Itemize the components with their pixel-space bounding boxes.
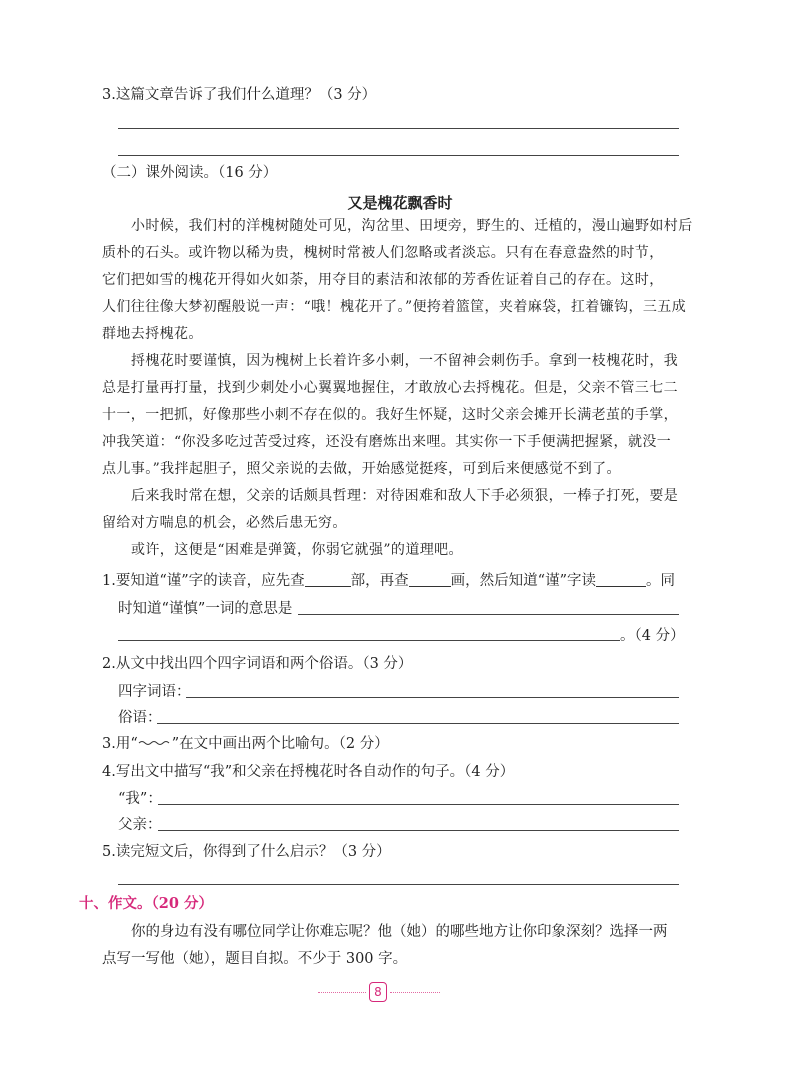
passage-line: 它们把如雪的槐花开得如火如荼，用夺目的素洁和浓郁的芳香佐证着自己的存在。这时， (102, 272, 664, 288)
question-3-prev: 3.这篇文章告诉了我们什么道理？（3 分） (102, 87, 377, 103)
passage-line: 小时候，我们村的洋槐树随处可见，沟岔里、田埂旁，野生的、迁植的，漫山遍野如村后 (131, 218, 693, 234)
question-1-text-d: 。同 (646, 573, 675, 589)
answer-line[interactable] (118, 155, 679, 156)
father-label: 父亲： (118, 817, 162, 833)
answer-line[interactable] (118, 128, 679, 129)
question-1-score: 。（4 分） (620, 628, 685, 644)
question-1-text-c: 画，然后知道“谨”字读 (450, 573, 596, 589)
question-1-text-a: 1.要知道“谨”字的读音，应先查 (102, 573, 305, 589)
question-1-text-b: 部，再查 (350, 573, 409, 589)
passage-line: 点儿事。”我拌起胆子，照父亲说的去做，开始感觉挺疼，可到后来便感觉不到了。 (102, 461, 621, 477)
question-2: 2.从文中找出四个四字词语和两个俗语。（3 分） (102, 656, 413, 672)
passage-line: 质朴的石头。或许物以稀为贵，槐树时常被人们忽略或者淡忘。只有在春意盎然的时节， (102, 245, 664, 261)
page-number: 8 (369, 982, 387, 1002)
passage-line: 或许，这便是“困难是弹簧，你弱它就强”的道理吧。 (131, 542, 463, 558)
section-2-heading: （二）课外阅读。（16 分） (102, 165, 278, 181)
page-divider-left (318, 992, 366, 993)
me-label: “我”： (118, 791, 162, 807)
four-char-words-label: 四字词语： (118, 684, 191, 700)
passage-line: 总是打量再打量，找到少刺处小心翼翼地握住，才敢放心去捋槐花。但是，父亲不管三七二 (102, 380, 678, 396)
pronunciation-blank[interactable] (596, 571, 646, 587)
question-5: 5.读完短文后，你得到了什么启示？（3 分） (102, 844, 391, 860)
question-3-close: ”在文中画出两个比喻句。（2 分） (171, 736, 389, 752)
passage-line: 十一，一把抓，好像那些小刺不存在似的。我好生怀疑，这时父亲会摊开长满老茧的手掌， (102, 407, 678, 423)
proverbs-answer-line[interactable] (157, 723, 679, 724)
father-answer-line[interactable] (158, 830, 679, 831)
composition-prompt-line-2: 点写一写他（她），题目自拟。不少于 300 字。 (102, 951, 408, 967)
passage-title: 又是槐花飘香时 (347, 194, 453, 212)
me-answer-line[interactable] (158, 804, 679, 805)
passage-line: 捋槐花时要谨慎，因为槐树上长着许多小刺，一不留神会刺伤手。拿到一枝槐花时，我 (131, 353, 679, 369)
passage-line: 留给对方喘息的机会，必然后患无穷。 (102, 515, 347, 531)
passage-line: 群地去捋槐花。 (102, 326, 203, 342)
meaning-answer-line-2[interactable] (118, 640, 620, 641)
inspiration-answer-line[interactable] (118, 884, 679, 885)
composition-prompt-line-1: 你的身边有没有哪位同学让你难忘呢？他（她）的哪些地方让你印象深刻？选择一两 (131, 924, 668, 940)
wavy-underline-icon (138, 739, 172, 747)
question-3-open: 3.用“ (102, 736, 138, 752)
proverbs-label: 俗语： (118, 710, 162, 726)
radical-blank[interactable] (305, 571, 351, 587)
question-1-line2: 时知道“谨慎”一词的意思是 (118, 601, 293, 617)
stroke-count-blank[interactable] (409, 571, 451, 587)
meaning-answer-line[interactable] (298, 614, 679, 615)
passage-line: 后来我时常在想，父亲的话颇具哲理：对待困难和敌人下手必须狠，一棒子打死，要是 (131, 488, 679, 504)
question-1 (102, 571, 675, 591)
four-char-words-answer-line[interactable] (186, 697, 679, 698)
question-4: 4.写出文中描写“我”和父亲在捋槐花时各自动作的句子。（4 分） (102, 764, 515, 780)
passage-line: 冲我笑道：“你没多吃过苦受过疼，还没有磨炼出来哩。其实你一下手便满把握紧，就没一 (102, 434, 672, 450)
section-10-heading: 十、作文。（20 分） (79, 895, 213, 912)
page-divider-right (390, 992, 440, 993)
passage-line: 人们往往像大梦初醒般说一声：“哦！槐花开了。”便挎着篮筐，夹着麻袋，扛着镰钩，三五成 (102, 299, 687, 315)
question-3 (102, 734, 389, 754)
